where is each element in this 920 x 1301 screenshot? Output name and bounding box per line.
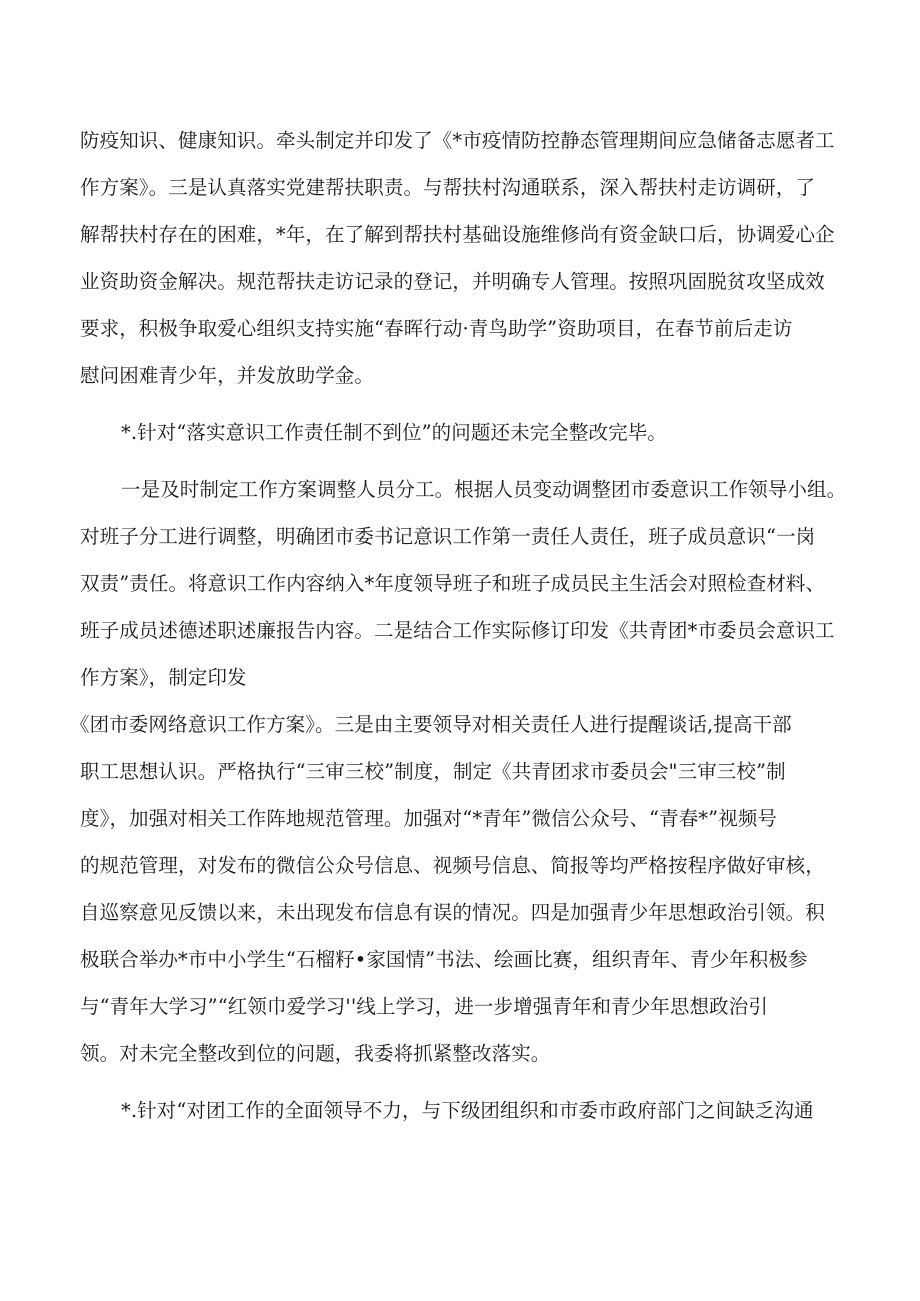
text-line: 作方案》。三是认真落实党建帮扶职责。与帮扶村沟通联系，深入帮扶村走访调研，了 [80, 176, 816, 199]
text-line: 自巡察意见反馈以来，未出现发布信息有误的情况。四是加强青少年思想政治引领。积 [80, 901, 825, 924]
text-line: 业资助资金解决。规范帮扶走访记录的登记，并明确专人管理。按照巩固脱贫攻坚成效 [80, 270, 825, 293]
section-heading: *.针对“对团工作的全面领导不力，与下级团组织和市委市政府部门之间缺乏沟通 [121, 1099, 814, 1122]
text-line: 要求，积极争取爱心组织支持实施“春晖行动·青鸟助学”资助项目，在春节前后走访 [80, 317, 793, 340]
text-line: 一是及时制定工作方案调整人员分工。根据人员变动调整团市委意识工作领导小组。 [121, 478, 847, 501]
text-line: 领。对未完全整改到位的问题，我委将抓紧整改落实。 [80, 1042, 551, 1065]
text-line: 慰问困难青少年，并发放助学金。 [80, 364, 375, 387]
text-line: 与“青年大学习”“红领巾爱学习''线上学习，进一步增强青年和青少年思想政治引 [80, 995, 768, 1018]
text-line: 对班子分工进行调整，明确团市委书记意识工作第一责任人责任，班子成员意识“一岗 [80, 525, 816, 548]
text-line: 作方案》，制定印发 [80, 666, 247, 689]
text-line: 极联合举办*市中小学生“石榴籽•家国情”书法、绘画比赛，组织青年、青少年积极参 [80, 948, 808, 971]
text-line: 度》，加强对相关工作阵地规范管理。加强对“*青年”微信公众号、“青春*”视频号 [80, 807, 778, 830]
section-heading: *.针对“落实意识工作责任制不到位”的问题还未完全整改完毕。 [121, 421, 667, 444]
text-line: 解帮扶村存在的困难，*年，在了解到帮扶村基础设施维修尚有资金缺口后，协调爱心企 [80, 223, 835, 246]
text-line: 职工思想认识。严格执行“三审三校”制度，制定《共青团求市委员会"三审三校”制 [80, 760, 786, 783]
text-line: 班子成员述德述职述廉报告内容。二是结合工作实际修订印发《共青团*市委员会意识工 [80, 619, 835, 642]
text-line: 的规范管理，对发布的微信公众号信息、视频号信息、简报等均严格按程序做好审核， [80, 854, 825, 877]
text-line: 《团市委网络意识工作方案》。三是由主要领导对相关责任人进行提醒谈话,提高干部 [70, 713, 792, 736]
text-line: 防疫知识、健康知识。牵头制定并印发了《*市疫情防控静态管理期间应急储备志愿者工 [80, 129, 835, 152]
text-line: 双责”责任。将意识工作内容纳入*年度领导班子和班子成员民主生活会对照检查材料、 [80, 572, 826, 595]
